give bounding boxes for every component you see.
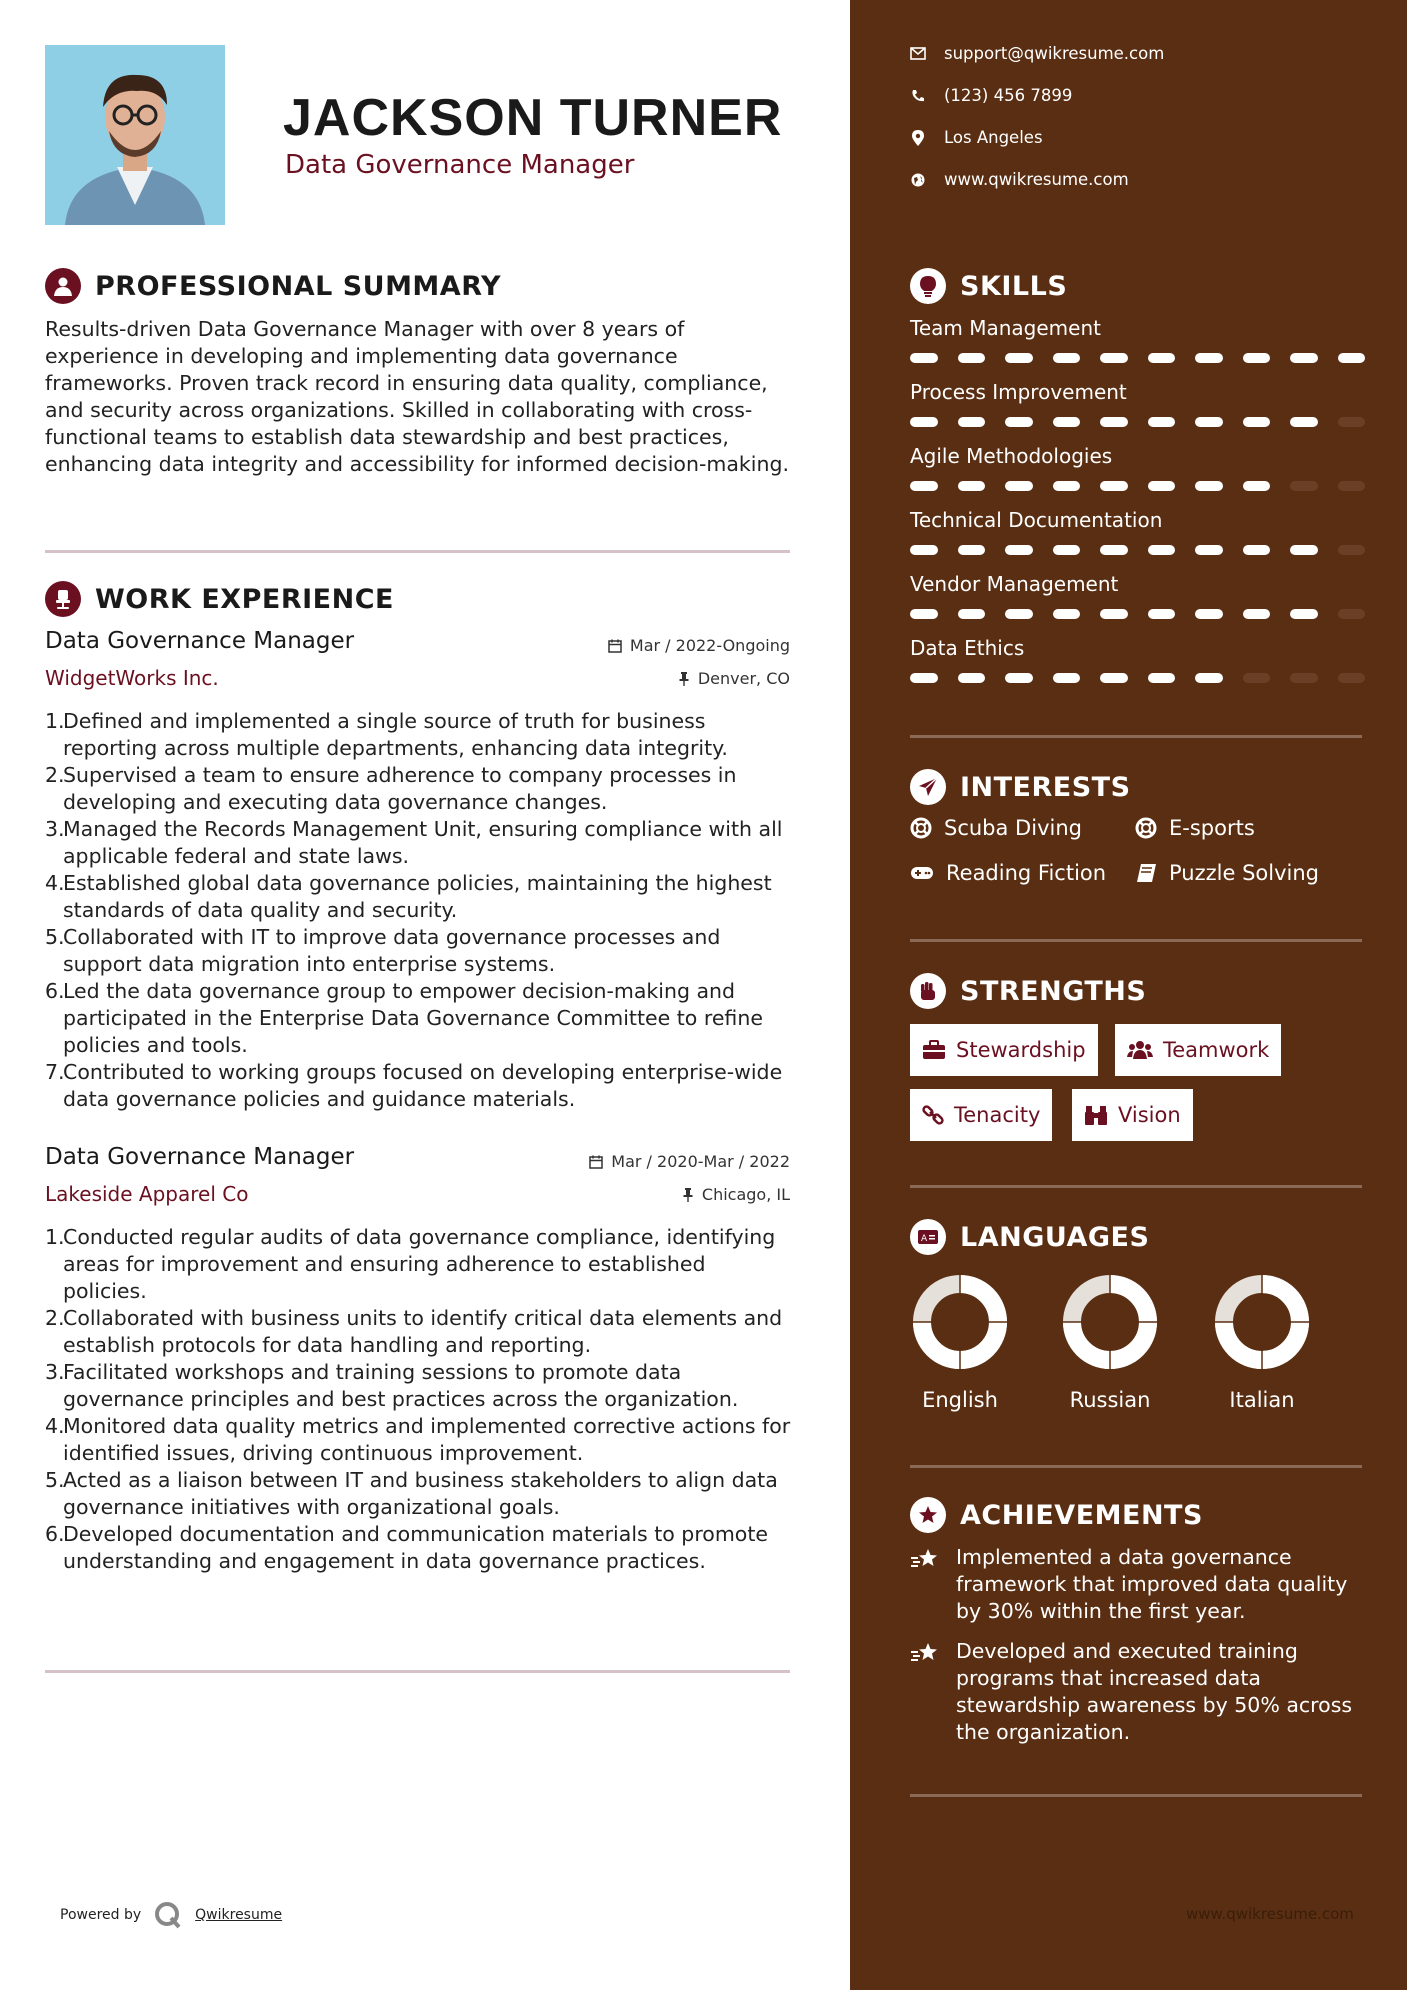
sidebar: [850, 0, 1407, 1990]
skill-segment: [1338, 545, 1366, 555]
skill-segment: [958, 545, 986, 555]
skill-segment: [1290, 609, 1318, 619]
interest-label: Puzzle Solving: [1169, 861, 1319, 885]
calendar-icon: [608, 639, 622, 653]
skill-segment: [1053, 545, 1081, 555]
candidate-title: Data Governance Manager: [285, 150, 635, 180]
skill-segment: [1290, 353, 1318, 363]
link-icon: [922, 1104, 944, 1126]
location-pin-icon: [910, 130, 926, 146]
skill-segment: [1338, 353, 1366, 363]
job-bullets: [45, 1224, 795, 1575]
interest-item: [1135, 861, 1319, 885]
achievement-text: Developed and executed training programs that increased data stewardship awareness by 50% across the organization.: [956, 1639, 1353, 1744]
achievement-item: [910, 1544, 1370, 1625]
skill-segment: [910, 481, 938, 491]
skill-segment: [1290, 481, 1318, 491]
skill-segment: [1338, 673, 1366, 683]
achievement-text: Implemented a data governance framework that improved data quality by 30% within the first year.: [956, 1545, 1348, 1623]
phone-text[interactable]: (123) 456 7899: [944, 86, 1073, 105]
skill-segment: [958, 673, 986, 683]
language-donut: [1060, 1272, 1160, 1372]
skill-name: Process Improvement: [910, 380, 1127, 404]
office-chair-icon: [45, 581, 81, 617]
languages-title: LANGUAGES: [960, 1221, 1150, 1253]
users-icon: [1127, 1040, 1153, 1060]
skill-segment: [1005, 353, 1033, 363]
pin-icon: [682, 1188, 694, 1202]
list-item: 6. Led the data governance group to empower decision-making and participated in the Enterprise Data Governance Committee to refine policies and tools.: [45, 979, 763, 1057]
skill-segment: [1100, 609, 1128, 619]
skill-bar: [910, 353, 1365, 363]
shooting-star-icon: [910, 1544, 942, 1625]
binoculars-icon: [1084, 1104, 1108, 1126]
language-item: [900, 1272, 1020, 1412]
footer-site[interactable]: www.qwikresume.com: [1186, 1905, 1354, 1923]
skill-name: Data Ethics: [910, 636, 1025, 660]
list-item: 5. Acted as a liaison between IT and business stakeholders to align data governance initiatives with organizational goals.: [45, 1468, 778, 1519]
skill-name: Technical Documentation: [910, 508, 1163, 532]
language-donut: [1212, 1272, 1312, 1372]
skill-segment: [1195, 353, 1223, 363]
skill-segment: [910, 609, 938, 619]
skill-segment: [1148, 673, 1176, 683]
email-text[interactable]: support@qwikresume.com: [944, 44, 1165, 63]
skill-segment: [1338, 481, 1366, 491]
strength-label: Teamwork: [1163, 1038, 1270, 1062]
experience-heading: [45, 581, 394, 617]
skill-segment: [1290, 673, 1318, 683]
skill-bar: [910, 545, 1365, 555]
skills-heading: [910, 268, 1067, 304]
job-title: Data Governance Manager: [45, 1144, 355, 1170]
strength-badge: [910, 1089, 1052, 1141]
life-ring-icon: [910, 817, 932, 839]
job-bullets: [45, 708, 795, 1113]
skill-segment: [1243, 545, 1271, 555]
language-donut: [910, 1272, 1010, 1372]
skill-segment: [1100, 353, 1128, 363]
interests-heading: [910, 769, 1131, 805]
list-item: 4. Established global data governance policies, maintaining the highest standards of data quality and security.: [45, 871, 772, 922]
skill-segment: [1243, 673, 1271, 683]
job-date: [608, 636, 790, 655]
life-ring-icon: [1135, 817, 1157, 839]
briefcase-icon: [922, 1040, 946, 1060]
strength-badge: [910, 1024, 1098, 1076]
skill-segment: [1100, 481, 1128, 491]
skill-segment: [1005, 545, 1033, 555]
contact-location: [910, 128, 1043, 147]
achievements-title: ACHIEVEMENTS: [960, 1499, 1203, 1531]
skill-segment: [1195, 417, 1223, 427]
skill-segment: [1053, 609, 1081, 619]
skill-segment: [910, 417, 938, 427]
skill-segment: [1290, 545, 1318, 555]
interest-label: Scuba Diving: [944, 816, 1082, 840]
skill-segment: [1005, 609, 1033, 619]
skill-segment: [1053, 481, 1081, 491]
list-item: 2. Supervised a team to ensure adherence to company processes in developing and executing data governance changes.: [45, 763, 737, 814]
interests-title: INTERESTS: [960, 771, 1131, 803]
list-item: 2. Collaborated with business units to identify critical data elements and establish protocols for data handling and reporting.: [45, 1306, 783, 1357]
skill-name: Vendor Management: [910, 572, 1119, 596]
job-date: [589, 1152, 790, 1171]
interest-label: Reading Fiction: [946, 861, 1107, 885]
skills-title: SKILLS: [960, 270, 1068, 302]
interest-item: [910, 816, 1082, 840]
list-item: 4. Monitored data quality metrics and implemented corrective actions for identified issues, driving continuous improvement.: [45, 1414, 791, 1465]
skill-segment: [1005, 673, 1033, 683]
skill-segment: [1195, 545, 1223, 555]
skill-segment: [1243, 609, 1271, 619]
skill-segment: [1338, 609, 1366, 619]
powered-by-label: Powered by: [60, 1907, 142, 1923]
skill-segment: [1005, 481, 1033, 491]
website-text[interactable]: www.qwikresume.com: [944, 170, 1129, 189]
contact-website: [910, 170, 1129, 189]
language-item: [1050, 1272, 1170, 1412]
interest-item: [910, 861, 1106, 885]
gamepad-icon: [910, 865, 934, 881]
skill-segment: [1148, 417, 1176, 427]
skill-segment: [1148, 481, 1176, 491]
skill-segment: [1195, 481, 1223, 491]
skill-bar: [910, 673, 1365, 683]
interest-item: [1135, 816, 1255, 840]
job-location-text: Denver, CO: [697, 669, 790, 688]
strengths-title: STRENGTHS: [960, 975, 1147, 1007]
calendar-icon: [589, 1155, 603, 1169]
skill-bar: [910, 417, 1365, 427]
skill-segment: [958, 417, 986, 427]
list-item: 7. Contributed to working groups focused on developing enterprise-wide data governance policies and guidance materials.: [45, 1060, 783, 1111]
skill-segment: [1053, 353, 1081, 363]
skill-segment: [1195, 673, 1223, 683]
job-title: Data Governance Manager: [45, 628, 355, 654]
skill-name: Team Management: [910, 316, 1101, 340]
list-item: 1. Conducted regular audits of data governance compliance, identifying areas for improvement and ensuring adherence to established policies.: [45, 1225, 776, 1303]
skill-segment: [910, 353, 938, 363]
divider: [910, 1185, 1362, 1188]
star-badge-icon: [910, 1497, 946, 1533]
strength-label: Vision: [1118, 1103, 1181, 1127]
skill-bar: [910, 609, 1365, 619]
skill-segment: [910, 545, 938, 555]
skill-segment: [958, 353, 986, 363]
strength-label: Stewardship: [956, 1038, 1086, 1062]
envelope-icon: [910, 46, 926, 62]
fist-icon: [910, 973, 946, 1009]
location-text: Los Angeles: [944, 128, 1043, 147]
interest-label: E-sports: [1169, 816, 1255, 840]
book-icon: [1135, 863, 1157, 883]
divider: [45, 550, 790, 553]
skill-segment: [1148, 353, 1176, 363]
skill-segment: [1005, 417, 1033, 427]
strengths-heading: [910, 973, 1146, 1009]
job-company: WidgetWorks Inc.: [45, 666, 219, 690]
strength-badge: [1072, 1089, 1193, 1141]
list-item: 3. Facilitated workshops and training sessions to promote data governance principles and best practices across the organization.: [45, 1360, 739, 1411]
job-location: [678, 669, 790, 688]
profile-photo: [45, 45, 225, 225]
qwikresume-logo-icon: [153, 1900, 183, 1930]
list-item: 6. Developed documentation and communication materials to promote understanding and engagement in data governance practices.: [45, 1522, 768, 1573]
language-item: [1202, 1272, 1322, 1412]
user-icon: [45, 268, 81, 304]
skill-segment: [1148, 609, 1176, 619]
powered-by: [60, 1900, 282, 1930]
strength-label: Tenacity: [954, 1103, 1041, 1127]
skill-segment: [1290, 417, 1318, 427]
pin-icon: [678, 672, 690, 686]
contact-email: [910, 44, 1164, 63]
list-item: 5. Collaborated with IT to improve data governance processes and support data migration into enterprise systems.: [45, 925, 721, 976]
experience-title: WORK EXPERIENCE: [95, 583, 394, 615]
divider: [910, 939, 1362, 942]
achievement-item: [910, 1638, 1370, 1746]
job-date-text: Mar / 2022-Ongoing: [629, 636, 790, 655]
lightbulb-icon: [910, 268, 946, 304]
svg-text:A: A: [921, 1234, 928, 1244]
divider: [45, 1670, 790, 1673]
language-label: Russian: [1069, 1388, 1151, 1412]
divider: [910, 735, 1362, 738]
phone-icon: [910, 88, 926, 104]
skill-segment: [1053, 673, 1081, 683]
skill-segment: [1195, 609, 1223, 619]
shooting-star-icon: [910, 1638, 942, 1746]
skill-segment: [1100, 417, 1128, 427]
language-label: Italian: [1229, 1388, 1295, 1412]
job-date-text: Mar / 2020-Mar / 2022: [611, 1152, 790, 1171]
summary-heading: [45, 268, 501, 304]
qwikresume-link[interactable]: Qwikresume: [195, 1907, 283, 1923]
skill-segment: [958, 481, 986, 491]
skill-segment: [1338, 417, 1366, 427]
achievements-heading: [910, 1497, 1203, 1533]
globe-icon: [910, 172, 926, 188]
contact-phone: [910, 86, 1072, 105]
skill-segment: [1053, 417, 1081, 427]
job-location: [682, 1185, 790, 1204]
strength-badge: [1115, 1024, 1281, 1076]
skill-segment: [910, 673, 938, 683]
summary-title: PROFESSIONAL SUMMARY: [95, 270, 502, 302]
skill-segment: [958, 609, 986, 619]
job-company: Lakeside Apparel Co: [45, 1182, 249, 1206]
skill-segment: [1243, 417, 1271, 427]
job-location-text: Chicago, IL: [701, 1185, 790, 1204]
list-item: 3. Managed the Records Management Unit, ensuring compliance with all applicable federal and state laws.: [45, 817, 783, 868]
skill-name: Agile Methodologies: [910, 444, 1113, 468]
divider: [910, 1465, 1362, 1468]
list-item: 1. Defined and implemented a single source of truth for business reporting across multiple departments, enhancing data integrity.: [45, 709, 728, 760]
skill-segment: [1243, 481, 1271, 491]
skill-bar: [910, 481, 1365, 491]
languages-heading: [910, 1219, 1149, 1255]
candidate-name: JACKSON TURNER: [283, 89, 783, 147]
language-icon: [910, 1219, 946, 1255]
skill-segment: [1100, 673, 1128, 683]
skill-segment: [1148, 545, 1176, 555]
divider: [910, 1794, 1362, 1797]
skill-segment: [1243, 353, 1271, 363]
language-label: English: [922, 1388, 998, 1412]
paper-plane-icon: [910, 769, 946, 805]
summary-text: Results-driven Data Governance Manager with over 8 years of experience in developing and implementing data governance frameworks. Proven track record in ensuring data quality, compliance, and security across organizations. Skilled in collaborating with cross-functional teams to establish data stewardship and best practices, enhancing data integrity and accessibility for informed decision-making.: [45, 317, 789, 476]
skill-segment: [1100, 545, 1128, 555]
